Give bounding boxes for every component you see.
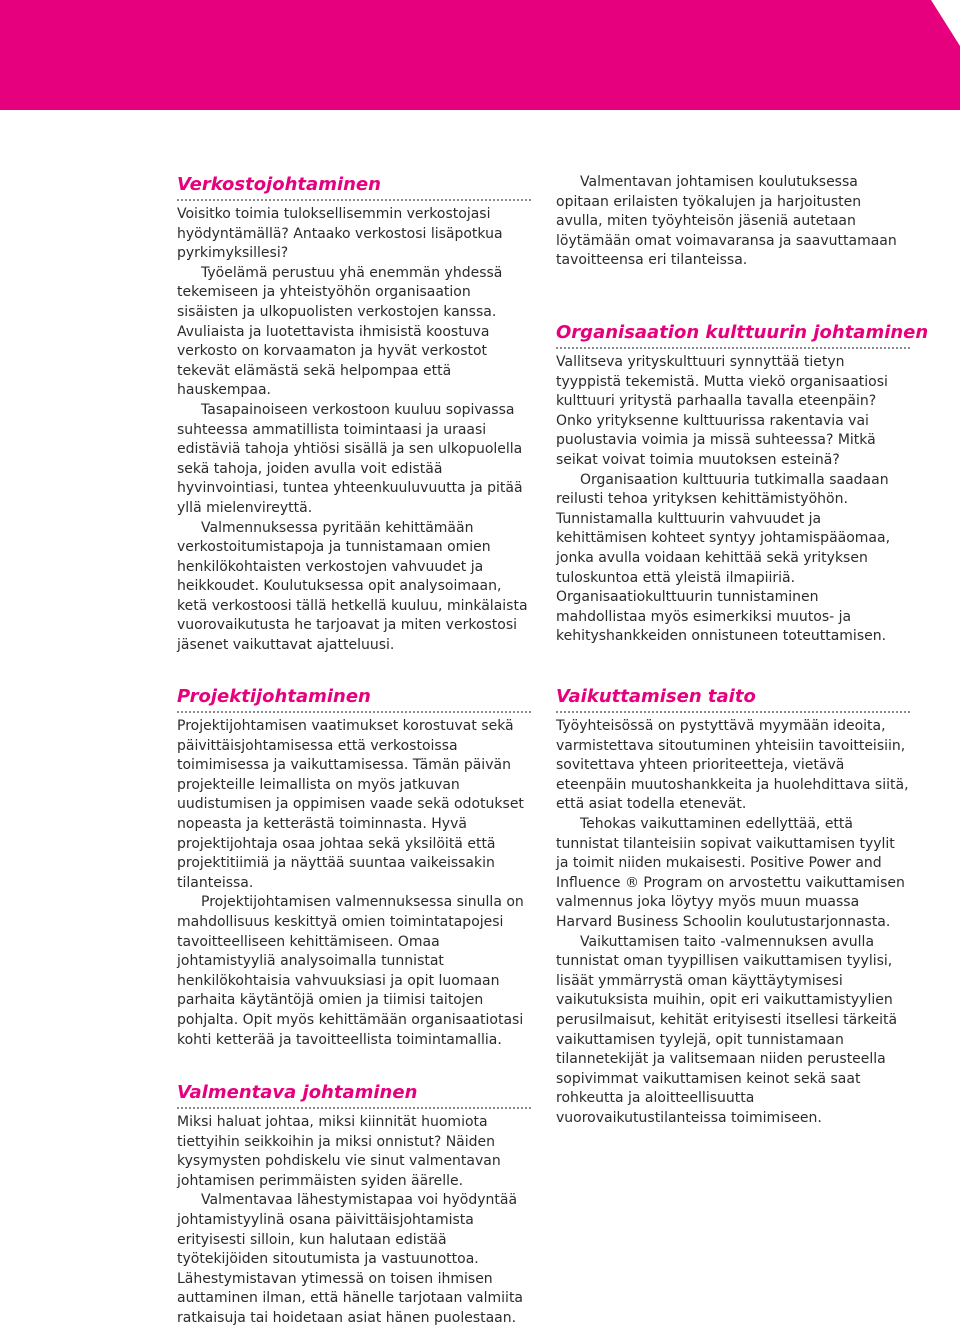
section-verkostojohtaminen — [177, 174, 531, 656]
paragraph: Valmentavan johtamisen koulutuksessa opitaan erilaisten työkalujen ja harjoitusten avulla, miten työyhteisön jäseniä autetaan löytämään omat voimavaransa ja saavuttamaan tavoitteensa eri tilanteissa. — [556, 174, 897, 269]
section-valmentava-johtaminen — [177, 1082, 531, 1329]
paragraph: Projektijohtamisen valmennuksessa sinulla on mahdollisuus keskittyä omien toimintatapojesi tavoitteelliseen kehittämiseen. Omaa johtamistyyliä analysoimalla tunnistat henkilökohtaisia vahvuuksiasi ja opit luomaan parhaita käytäntöjä omien ja tiimisi taitojen pohjalta. Opit myös kehittämään organisaatiotasi kohti ketterää ja tavoitteellista toimintamallia. — [177, 894, 524, 1048]
paragraph: Voisitko toimia tuloksellisemmin verkostojasi hyödyntämällä? Antaako verkostosi lisäpotkua pyrkimyksillesi? — [177, 206, 503, 262]
section-heading: Verkostojohtaminen — [177, 174, 531, 201]
paragraph: Työelämä perustuu yhä enemmän yhdessä tekemiseen ja yhteistyöhön organisaation sisäisten ja ulkopuolisten verkostojen kanssa. Avuliaista ja luotettavista ihmisistä koostuva verkosto on korvaamaton ja hyvät verkostot tekevät elämästä sekä helpompaa että hauskempaa. — [177, 264, 503, 399]
section-body — [556, 353, 910, 647]
section-vaikuttamisen-taito — [556, 686, 910, 1128]
section-valmentavan-intro — [556, 173, 910, 271]
paragraph: Projektijohtamisen vaatimukset korostuvat sekä päivittäisjohtamisessa että verkostoissa toimimisessa ja vaikuttamisessa. Tämän päivän projekteille leimallista on myös jatkuvan uudistumisen ja oppimisen vaade sekä odotukset nopeasta ja ketterästä toiminnasta. Hyvä projektijohtaja osaa johtaa sekä yksilöitä että projektitiimiä ja näyttää suuntaa vaikeissakin tilanteissa. — [177, 718, 524, 891]
paragraph: Vaikuttamisen taito -valmennuksen avulla tunnistat oman tyypillisen vaikuttamisen tyylisi, lisäät ymmärrystä oman käyttäytymisesi vaikutuksista muihin, opit eri vaikuttamistyylien perusilmaisut, kehität erityisesti itsellesi tärkeitä vaikuttamisen tyylejä, opit tunnistamaan tilannetekijät ja valitsemaan niiden perusteella sopivimmat vaikuttamisen keinot sekä saat rohkeutta ja aloitteellisuutta vuorovaikutustilanteissa toimimiseen. — [556, 933, 898, 1126]
section-body — [556, 173, 910, 271]
section-heading: Projektijohtaminen — [177, 686, 531, 713]
paragraph: Valmentavaa lähestymistapaa voi hyödyntää johtamistyylinä osana päivittäisjohtamista erityisesti silloin, kun halutaan edistää työtekijöiden sitoutumista ja vastuunottoa. Lähestymistavan ytimessä on toisen ihmisen auttaminen ilman, että hänelle tarjotaan valmiita ratkaisuja tai hoidetaan asiat hänen puolestaan. — [177, 1192, 524, 1326]
section-body — [177, 717, 531, 1050]
section-heading: Valmentava johtaminen — [177, 1082, 531, 1109]
paragraph: Organisaation kulttuuria tutkimalla saadaan reilusti tehoa yrityksen kehittämistyöhön. Tunnistamalla kulttuurin vahvuudet ja kehittämisen kohteet syntyy johtamispääomaa, jonka avulla voidaan kehittää sekä yrityksen tuloskuntoa että yleistä ilmapiiriä. Organisaatiokulttuurin tunnistaminen mahdollistaa myös esimerkiksi muutos- ja kehityshankkeiden onnistuneen toteuttamisen. — [556, 471, 891, 645]
paragraph: Valmennuksessa pyritään kehittämään verkostoitumistapoja ja tunnistamaan omien henkilökohtaisten verkostojen vahvuudet ja heikkoudet. Koulutuksessa opit analysoimaan, ketä verkostoosi tällä hetkellä kuuluu, minkälaista vuorovaikutusta he tarjoavat ja miten verkostosi jäsenet vaikuttavat ajatteluusi. — [177, 519, 528, 654]
pink-header-band — [0, 0, 960, 110]
section-body — [556, 717, 910, 1128]
header-corner-notch — [931, 0, 960, 46]
section-heading: Organisaation kulttuurin johtaminen — [556, 322, 910, 349]
paragraph: Tehokas vaikuttaminen edellyttää, että tunnistat tilanteisiin sopivat vaikuttamisen tyylit ja toimit niiden mukaisesti. Positive Power and Influence ® Program on arvostettu vaikuttamisen valmennus joka löytyy myös muun muassa Harvard Business Schoolin koulutustarjonnasta. — [556, 815, 905, 930]
section-body — [177, 205, 531, 656]
section-heading: Vaikuttamisen taito — [556, 686, 910, 713]
section-organisaation-kulttuurin-johtaminen — [556, 322, 929, 647]
paragraph: Miksi haluat johtaa, miksi kiinnität huomiota tiettyihin seikkoihin ja miksi onnistut? Näiden kysymysten pohdiskelu vie sinut valmentavan johtamisen perimmäisten syiden äärelle. — [177, 1114, 501, 1189]
section-projektijohtaminen — [177, 686, 531, 1050]
section-body — [177, 1113, 531, 1329]
paragraph: Työyhteisössä on pystyttävä myymään ideoita, varmistettava sitoutuminen yhteisiin tavoitteisiin, sovitettava yhteen prioriteetteja, vietävä eteenpäin muutoshankkeita ja huolehdittava siitä, että asiat todella etenevät. — [556, 718, 909, 813]
paragraph: Vallitseva yrityskulttuuri synnyttää tietyn tyyppistä tekemistä. Mutta viekö organisaatiosi kulttuuri yritystä parhaalla tavalla eteenpäin? Onko yrityksenne kulttuurissa rakentavia vai puolustavia voimia ja missä suhteessa? Mitkä seikat voivat toimia muutoksen esteinä? — [556, 354, 888, 468]
paragraph: Tasapainoiseen verkostoon kuuluu sopivassa suhteessa ammatillista toimintaasi ja uraasi edistäviä tahoja yhtiösi sisällä ja sen ulkopuolella sekä tahoja, joiden avulla voit edistää hyvinvointiasi, tuntea yhteenkuuluvuutta ja pitää yllä mielenvireyttä. — [177, 401, 523, 516]
